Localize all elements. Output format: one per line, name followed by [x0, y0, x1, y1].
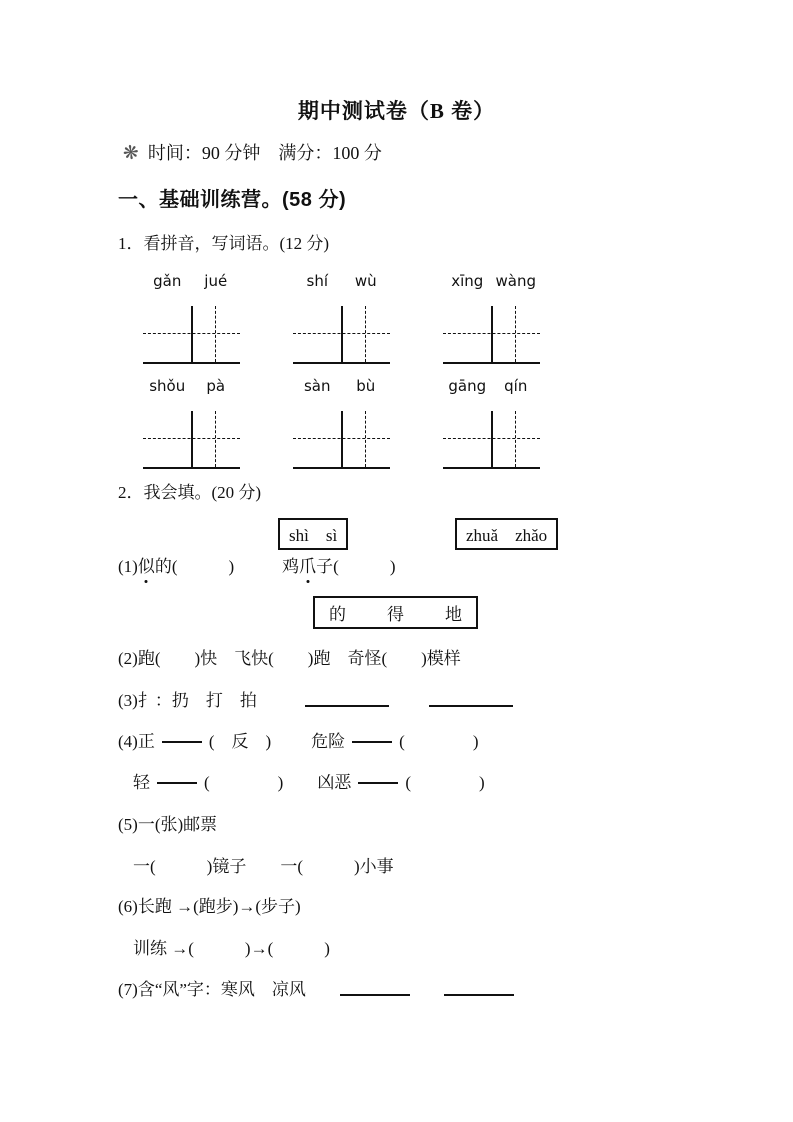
word-bank-box-zhua-zhao: zhuǎ zhǎo: [455, 518, 558, 550]
question2-label: 2．我会填。(20 分): [118, 483, 262, 502]
grid-line-center: [341, 411, 343, 467]
pinyin-writing-cell: [143, 272, 240, 364]
question1-label: 1．看拼音，写词语。(12 分): [118, 234, 330, 253]
grid-line-dashed-vertical: [365, 411, 366, 467]
grid-line-dashed-horizontal: [443, 438, 540, 439]
pinyin-syllable: xīng: [451, 272, 484, 290]
grid-line-dashed-vertical: [365, 306, 366, 362]
grid-line-dashed-vertical: [215, 306, 216, 362]
grid-line-dashed-horizontal: [293, 333, 390, 334]
pinyin-writing-cell: [293, 377, 390, 469]
grid-line-dashed-vertical: [215, 411, 216, 467]
word-with-paren: 的( ): [154, 557, 235, 576]
grid-line-center: [341, 306, 343, 362]
antonym-dash: [352, 741, 392, 743]
word: 凶恶: [317, 773, 352, 792]
pinyin-syllable: gāng: [448, 377, 487, 395]
grid-line-center: [191, 306, 193, 362]
pinyin-syllable: sàn: [303, 377, 331, 395]
pinyin-syllable: jué: [204, 272, 228, 290]
writing-grid: [293, 306, 390, 364]
pinyin-labels: [143, 377, 240, 403]
pinyin-labels: [293, 272, 390, 298]
pinyin-grid-row: [143, 377, 540, 469]
answer-blank: [429, 703, 513, 707]
subquestion-number: (4): [118, 732, 138, 751]
grid-line-center: [191, 411, 193, 467]
pinyin-syllable: wù: [354, 272, 377, 290]
answer-blank: [340, 992, 410, 996]
hint-char: 得: [387, 605, 404, 624]
grid-line-dashed-vertical: [515, 306, 516, 362]
writing-grid: [443, 306, 540, 364]
subquestion-7: [118, 978, 514, 1002]
grid-line-dashed-horizontal: [143, 438, 240, 439]
pinyin-syllable: wàng: [495, 272, 536, 290]
word: 正: [137, 732, 155, 751]
word-prefix: 鸡: [282, 557, 300, 576]
pinyin-syllable: qín: [504, 377, 528, 395]
emphasized-char: 似: [138, 555, 155, 579]
ornament-icon: ❋: [121, 140, 141, 165]
antonym-dash: [358, 782, 398, 784]
page-title: 期中测试卷（B 卷）: [297, 99, 496, 123]
subquestion-5-line2: 一( )镜子 一( )小事: [133, 857, 394, 876]
writing-grid: [143, 411, 240, 469]
subquestion-2: (2)跑( )快 飞快( )跑 奇怪( )模样: [118, 649, 461, 668]
word: 轻: [133, 773, 150, 792]
grid-line-center: [491, 306, 493, 362]
word-bank-box-shi-si: shì sì: [278, 518, 348, 550]
grid-line-center: [491, 411, 493, 467]
antonym-dash: [162, 741, 202, 743]
answer-paren: ( ): [399, 732, 479, 751]
answer-blank: [305, 703, 389, 707]
subquestion-4-line1: [118, 730, 478, 754]
grid-line-dashed-vertical: [515, 411, 516, 467]
pinyin-syllable: shǒu: [149, 377, 186, 395]
grid-line-dashed-horizontal: [293, 438, 390, 439]
antonym-dash: [157, 782, 197, 784]
answer-blank: [444, 992, 514, 996]
pinyin-writing-cell: [143, 377, 240, 469]
pinyin-syllable: bù: [356, 377, 376, 395]
pinyin-labels: [293, 377, 390, 403]
grid-line-dashed-horizontal: [443, 333, 540, 334]
subquestion-6-line1: (6)长跑 →(跑步)→(步子): [118, 897, 301, 916]
answer-paren: ( ): [405, 773, 485, 792]
pinyin-labels: [443, 272, 540, 298]
writing-grid: [143, 306, 240, 364]
subquestion-7-text: (7)含“风”字：寒风 凉风: [118, 980, 306, 999]
exam-meta: [123, 141, 382, 165]
subquestion-4-line2: [133, 771, 485, 795]
pinyin-writing-cell: [443, 272, 540, 364]
hint-char: 地: [445, 605, 462, 624]
subquestion-number: (1): [118, 557, 138, 576]
subquestion-6-line2: 训练 →( )→( ): [133, 939, 330, 958]
subquestion-5-line1: (5)一(张)邮票: [118, 815, 218, 834]
subquestion-3: [118, 689, 513, 713]
emphasized-char: 爪: [299, 555, 316, 579]
pinyin-labels: [143, 272, 240, 298]
section-heading: 一、基础训练营。(58 分): [118, 189, 347, 211]
answer-paren: ( 反 ): [208, 732, 272, 751]
grid-line-dashed-horizontal: [143, 333, 240, 334]
pinyin-syllable: gǎn: [153, 272, 182, 290]
subquestion-1: [118, 555, 395, 579]
hint-char: 的: [329, 605, 346, 624]
word: 危险: [311, 732, 346, 751]
writing-grid: [293, 411, 390, 469]
subquestion-3-text: (3)扌：扔 打 拍: [118, 691, 257, 710]
answer-paren: ( ): [204, 773, 284, 792]
pinyin-writing-cell: [443, 377, 540, 469]
pinyin-writing-cell: [293, 272, 390, 364]
pinyin-labels: [443, 377, 540, 403]
hint-box-de-de-di: [313, 596, 478, 629]
writing-grid: [443, 411, 540, 469]
exam-meta-text: 时间：90 分钟 满分：100 分: [147, 143, 382, 163]
pinyin-syllable: pà: [206, 377, 226, 395]
pinyin-syllable: shí: [306, 272, 328, 290]
word-with-paren: 子( ): [316, 557, 396, 576]
pinyin-grid-row: [143, 272, 540, 364]
